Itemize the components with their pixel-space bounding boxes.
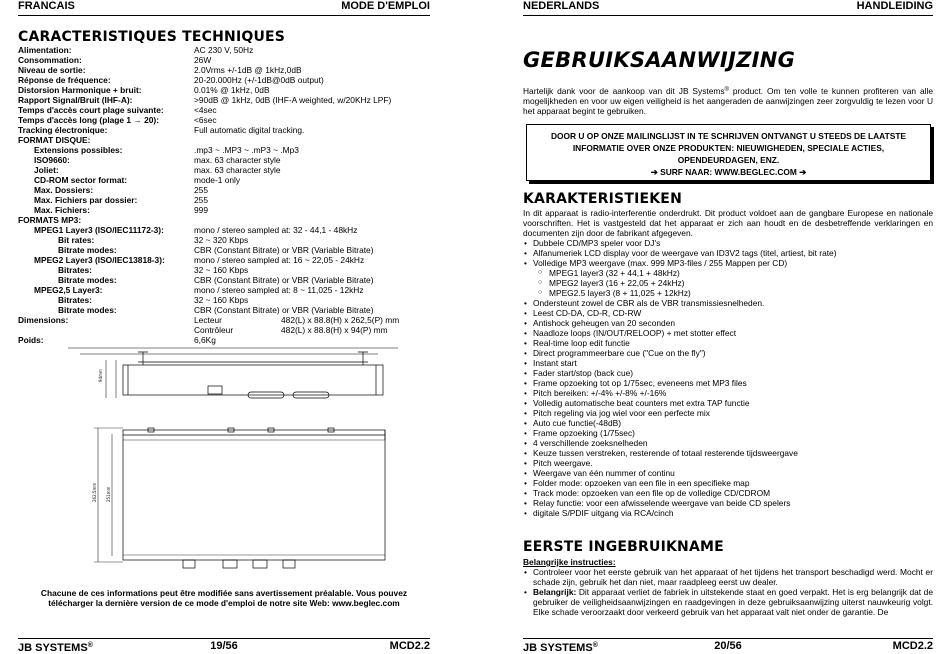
feature-item: • Instant start bbox=[523, 358, 933, 368]
feature-item: • Keuze tussen verstreken, resterende of totaal resterende tijdsweergave bbox=[523, 448, 933, 458]
spec-label: Rapport Signal/Bruit (IHF-A): bbox=[18, 95, 133, 105]
spec-value: .mp3 ~ .MP3 ~ .mP3 ~ .Mp3 bbox=[194, 145, 299, 155]
feature-item: • Pitch regeling via jog wiel voor een perfecte mix bbox=[523, 408, 933, 418]
spec-row bbox=[18, 315, 430, 325]
spec-label: Distorsion Harmonique + bruit: bbox=[18, 85, 142, 95]
spec-label: Max. Fichiers: bbox=[34, 205, 90, 215]
spec-value: Full automatic digital tracking. bbox=[194, 125, 305, 135]
feature-item: • Weergave van één nummer of continu bbox=[523, 468, 933, 478]
instruction-item bbox=[523, 587, 933, 617]
feature-item: • Leest CD-DA, CD-R, CD-RW bbox=[523, 308, 933, 318]
spec-row bbox=[18, 55, 430, 65]
spec-label: Poids: bbox=[18, 335, 44, 345]
spec-row bbox=[18, 255, 430, 265]
feature-item: • Track mode: opzoeken van een file op de volledige CD/CDROM bbox=[523, 488, 933, 498]
feature-item: • Antishock geheugen van 20 seconden bbox=[523, 318, 933, 328]
feature-item: ○ MPEG2 layer3 (16 + 22,05 + 24kHz) bbox=[523, 278, 933, 288]
spec-row bbox=[18, 175, 430, 185]
spec-label: MPEG2 Layer3 (ISO/IEC13818-3): bbox=[34, 255, 165, 265]
left-page bbox=[18, 0, 430, 654]
spec-row bbox=[18, 205, 430, 215]
spec-value: 32 ~ 160 Kbps bbox=[194, 295, 249, 305]
footer-divider bbox=[18, 638, 430, 639]
feature-item: • Ondersteunt zowel de CBR als de VBR transmissiesnelheden. bbox=[523, 298, 933, 308]
feature-item: • Direct programmeerbare cue ("Cue on the fly") bbox=[523, 348, 933, 358]
feature-item: • Relay functie: voor een afwisselende weergave van beide CD spelers bbox=[523, 498, 933, 508]
spec-row bbox=[18, 155, 430, 165]
footer-model: MCD2.2 bbox=[892, 640, 933, 652]
disclaimer-note: Chacune de ces informations peut être modifiée sans avertissement préalable. Vous pouvez télécharger la dernière version de ce mode d'emploi de notre site Web: www.beglec.com bbox=[40, 588, 408, 608]
spec-label: Bitrates: bbox=[58, 265, 92, 275]
spec-row bbox=[18, 165, 430, 175]
spec-label: Bitrate modes: bbox=[58, 275, 117, 285]
spec-value: 32 ~ 160 Kbps bbox=[194, 265, 249, 275]
spec-value: CBR (Constant Bitrate) or VBR (Variable Bitrate) bbox=[194, 305, 374, 315]
header-language: FRANCAIS bbox=[18, 0, 75, 12]
feature-item: • 4 verschillende zoeksnelheden bbox=[523, 438, 933, 448]
header-divider bbox=[18, 15, 430, 16]
mailinglist-text: DOOR U OP ONZE MAILINGLIJST IN TE SCHRIJVEN ONTVANGT U STEEDS DE LAATSTE INFORMATIE OVER ONZE PRODUKTEN: NIEUWIGHEDEN, SPECIALE ACTIES, OPENDEURDAGEN, ENZ. bbox=[550, 131, 907, 165]
spec-value: 20-20.000Hz (+/-1dB@0dB output) bbox=[194, 75, 324, 85]
spec-label: Temps d'accès long (plage 1 → 20): bbox=[18, 115, 159, 125]
spec-label: Extensions possibles: bbox=[34, 145, 123, 155]
features-intro: In dit apparaat is radio-interferentie onderdrukt. Dit product voldoet aan de gangbare Europese en nationale voorschriften. Het is vastgesteld dat het apparaat er zich aan houdt en de desbetreffende verklaringen en documenten zijn door de fabrikant afgegeven. bbox=[523, 208, 933, 238]
right-page bbox=[523, 0, 933, 654]
spec-value: max. 63 character style bbox=[194, 155, 281, 165]
spec-value: >90dB @ 1kHz, 0dB (IHF-A weighted, w/20KHz LPF) bbox=[194, 95, 392, 105]
spec-row bbox=[18, 235, 430, 245]
spec-label: MPEG1 Layer3 (ISO/IEC11172-3): bbox=[34, 225, 164, 235]
feature-item: • Fader start/stop (back cue) bbox=[523, 368, 933, 378]
first-use-section bbox=[523, 540, 933, 617]
spec-label: Dimensions: bbox=[18, 315, 69, 325]
spec-row bbox=[18, 135, 430, 145]
feature-item: • Frame opzoeking tot op 1/75sec, eveneens met MP3 files bbox=[523, 378, 933, 388]
feature-item: ○ MPEG2.5 layer3 (8 + 11,025 + 12kHz) bbox=[523, 288, 933, 298]
page-footer bbox=[523, 640, 933, 653]
spec-label: Bit rates: bbox=[58, 235, 95, 245]
svg-text:251mm: 251mm bbox=[106, 486, 111, 502]
specs-list bbox=[18, 45, 430, 345]
page-header bbox=[523, 0, 933, 13]
spec-row bbox=[18, 145, 430, 155]
feature-item: • Auto cue functie(-48dB) bbox=[523, 418, 933, 428]
spec-row bbox=[18, 125, 430, 135]
spec-row bbox=[18, 265, 430, 275]
spec-value: mono / stereo sampled at: 8 ~ 11,025 - 12kHz bbox=[194, 285, 364, 295]
feature-item: ○ MPEG1 layer3 (32 + 44,1 + 48kHz) bbox=[523, 268, 933, 278]
footer-brand: JB SYSTEMS® bbox=[18, 642, 93, 654]
feature-item: • Volledige MP3 weergave (max. 999 MP3-files / 255 Mappen per CD) bbox=[523, 258, 933, 268]
spec-row bbox=[18, 65, 430, 75]
spec-label: Max. Fichiers par dossier: bbox=[34, 195, 138, 205]
spec-row bbox=[18, 185, 430, 195]
feature-item: • digitale S/PDIF uitgang via RCA/cinch bbox=[523, 508, 933, 518]
footer-brand: JB SYSTEMS® bbox=[523, 642, 598, 654]
feature-item: • Dubbele CD/MP3 speler voor DJ's bbox=[523, 238, 933, 248]
manual-title: GEBRUIKSAANWIJZING bbox=[523, 48, 796, 72]
spec-value: max. 63 character style bbox=[194, 165, 281, 175]
features-section bbox=[523, 192, 933, 518]
feature-item: • Real-time loop edit functie bbox=[523, 338, 933, 348]
dimension-name: Lecteur bbox=[194, 315, 222, 325]
spec-label: Alimentation: bbox=[18, 45, 72, 55]
dimension-value: 482(L) x 88.8(H) x 262,5(P) mm bbox=[281, 315, 400, 325]
spec-value: <6sec bbox=[194, 115, 217, 125]
spec-label: Temps d'accès court plage suivante: bbox=[18, 105, 164, 115]
features-title: KARAKTERISTIEKEN bbox=[523, 191, 682, 207]
page-number: 19/56 bbox=[210, 640, 238, 652]
header-language: NEDERLANDS bbox=[523, 0, 600, 12]
feature-item: • Volledig automatische beat counters met extra TAP functie bbox=[523, 398, 933, 408]
feature-item: • Naadloze loops (IN/OUT/RELOOP) + met stotter effect bbox=[523, 328, 933, 338]
product-dimension-drawing bbox=[68, 340, 398, 580]
instruction-emphasis: Belangrijk: bbox=[533, 587, 577, 597]
instruction-item bbox=[523, 567, 933, 587]
spec-value: AC 230 V, 50Hz bbox=[194, 45, 254, 55]
page-header bbox=[18, 0, 430, 13]
footer-model: MCD2.2 bbox=[389, 640, 430, 652]
spec-value: 26W bbox=[194, 55, 212, 65]
page-number: 20/56 bbox=[714, 640, 742, 652]
header-manual: HANDLEIDING bbox=[856, 0, 933, 12]
spec-row bbox=[18, 275, 430, 285]
spec-value: mono / stereo sampled at: 32 - 44,1 - 48kHz bbox=[194, 225, 358, 235]
spec-row bbox=[18, 285, 430, 295]
spec-row bbox=[18, 85, 430, 95]
header-divider bbox=[523, 15, 933, 16]
spec-value: 0.01% @ 1kHz, 0dB bbox=[194, 85, 270, 95]
spec-row bbox=[18, 75, 430, 85]
spec-value: 255 bbox=[194, 195, 208, 205]
spec-label: ISO9660: bbox=[34, 155, 70, 165]
spec-value: <4sec bbox=[194, 105, 217, 115]
svg-text:262.5mm: 262.5mm bbox=[92, 482, 97, 502]
spec-value: 2.0Vrms +/-1dB @ 1kHz,0dB bbox=[194, 65, 302, 75]
first-use-list bbox=[523, 567, 933, 617]
spec-row bbox=[18, 225, 430, 235]
spec-label: Joliet: bbox=[34, 165, 59, 175]
spec-label: Réponse de fréquence: bbox=[18, 75, 111, 85]
spec-row bbox=[18, 45, 430, 55]
spec-row bbox=[18, 105, 430, 115]
footer-divider bbox=[523, 638, 933, 639]
spec-label: CD-ROM sector format: bbox=[34, 175, 128, 185]
spec-value: mode-1 only bbox=[194, 175, 241, 185]
dimension-name: Contrôleur bbox=[194, 325, 234, 335]
spec-row bbox=[18, 115, 430, 125]
dimension-value: 482(L) x 88.8(H) x 94(P) mm bbox=[281, 325, 388, 335]
spec-value: 255 bbox=[194, 185, 208, 195]
spec-label: MPEG2,5 Layer3: bbox=[34, 285, 103, 295]
feature-item: • Pitch bereiken: +/-4% +/-8% +/-16% bbox=[523, 388, 933, 398]
feature-item: • Folder mode: opzoeken van een file in een specifieke map bbox=[523, 478, 933, 488]
spec-label: FORMAT DISQUE: bbox=[18, 135, 91, 145]
specs-title: CARACTERISTIQUES TECHNIQUES bbox=[18, 29, 286, 45]
first-use-subtitle: Belangrijke instructies: bbox=[523, 557, 616, 567]
spec-label: Bitrates: bbox=[58, 295, 92, 305]
spec-row bbox=[18, 215, 430, 225]
spec-label: Tracking électronique: bbox=[18, 125, 108, 135]
mailinglist-link[interactable]: ➔ SURF NAAR: WWW.BEGLEC.COM ➔ bbox=[650, 167, 807, 177]
feature-item: • Frame opzoeking (1/75sec) bbox=[523, 428, 933, 438]
spec-label: Max. Dossiers: bbox=[34, 185, 94, 195]
spec-value: CBR (Constant Bitrate) or VBR (Variable Bitrate) bbox=[194, 275, 374, 285]
header-manual: MODE D'EMPLOI bbox=[341, 0, 430, 12]
spec-row bbox=[18, 95, 430, 105]
spec-label: Bitrate modes: bbox=[58, 245, 117, 255]
mailinglist-box bbox=[526, 124, 931, 181]
spec-label: Niveau de sortie: bbox=[18, 65, 86, 75]
spec-row bbox=[18, 295, 430, 305]
first-use-title: EERSTE INGEBRUIKNAME bbox=[523, 539, 724, 555]
spec-row bbox=[18, 195, 430, 205]
spec-value: mono / stereo sampled at: 16 ~ 22,05 - 24kHz bbox=[194, 255, 365, 265]
spec-row bbox=[18, 305, 430, 315]
page-footer bbox=[18, 640, 430, 653]
spec-value: CBR (Constant Bitrate) or VBR (Variable Bitrate) bbox=[194, 245, 374, 255]
instruction-text: Controleer voor het eerste gebruik van het apparaat of het tijdens het transport beschadigd werd. Mocht er schade zijn, gebruik het dan niet, maar raadpleeg eerst uw dealer. bbox=[533, 567, 933, 587]
spec-label: Bitrate modes: bbox=[58, 305, 117, 315]
svg-text:94mm: 94mm bbox=[98, 369, 103, 382]
intro-paragraph: Hartelijk dank voor de aankoop van dit JB Systems® product. Om ten volle te kunnen profiteren van alle mogelijkheden en voor uw eigen veiligheid is het aangeraden de aanwijzingen zeer zorgvuldig te lezen voor U het apparaat begint te gebruiken. bbox=[523, 86, 933, 116]
spec-label: Consommation: bbox=[18, 55, 82, 65]
spec-row bbox=[18, 245, 430, 255]
spec-value: 999 bbox=[194, 205, 208, 215]
spec-value: 6,6Kg bbox=[194, 335, 216, 345]
feature-item: • Pitch weergave. bbox=[523, 458, 933, 468]
spec-row bbox=[18, 325, 430, 335]
spec-value: 32 ~ 320 Kbps bbox=[194, 235, 249, 245]
feature-item: • Alfanumeriek LCD display voor de weergave van ID3V2 tags (titel, artiest, bit rate) bbox=[523, 248, 933, 258]
instruction-text: Dit apparaat verliet de fabriek in uitstekende staat en goed verpakt. Het is erg belangrijk dat de gebruiker de veiligheidsaanwijzingen en raadgevingen in deze gebruiksaanwijzing uiterst nauwkeurig volgt. Elke schade veroorzaakt door verkeerd gebruik van het apparaat valt niet onder de garantie. De bbox=[533, 587, 933, 617]
features-list bbox=[523, 238, 933, 518]
spec-label: FORMATS MP3: bbox=[18, 215, 82, 225]
